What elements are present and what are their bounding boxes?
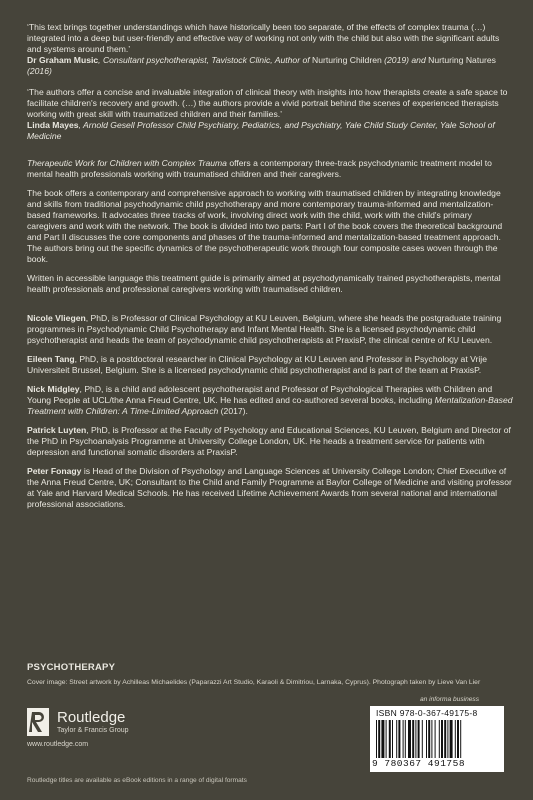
publisher-name: Routledge <box>57 709 126 726</box>
endorser-role: , Consultant psychotherapist, Tavistock Clinic, Author of <box>98 55 313 65</box>
isbn-number: ISBN 978-0-367-49175-8 <box>376 708 478 718</box>
endorser-role-end: (2016) <box>27 66 52 76</box>
endorser-role-cont: (2019) and <box>381 55 429 65</box>
endorsement-text: ‘This text brings together understandings which have historically been too separate, of the effects of complex trauma (…) integrated into a deep but user-friendly and effective way of working not only with the child but also with the significant adults and systems around them.’ <box>27 22 500 54</box>
publisher-url: www.routledge.com <box>27 741 89 748</box>
endorser-book: Nurturing Children <box>312 55 382 65</box>
cover-credit: Cover image: Street artwork by Achilleas Michaelides (Paparazzi Art Studio, Karaoli & Dimitriou, Larnaka, Cyprus). Photograph taken by Lieve Van Lier <box>27 679 481 686</box>
author-bio-tail: (2017). <box>218 406 248 416</box>
author-name: Patrick Luyten <box>27 425 87 435</box>
endorsement-2 <box>27 87 513 142</box>
endorsement-attribution <box>27 120 513 142</box>
endorser-name: Dr Graham Music <box>27 55 99 65</box>
intro-text: offers a contemporary three-track psychodynamic treatment model to mental health professionals working with traumatised children and their caregivers. <box>27 158 492 179</box>
endorser-book-2: Nurturing Natures <box>428 55 496 65</box>
author-name: Nicole Vliegen <box>27 313 86 323</box>
back-cover-text <box>27 22 513 518</box>
author-name: Eileen Tang <box>27 354 75 364</box>
informa-tagline: an informa business <box>420 696 480 703</box>
author-name: Nick Midgley <box>27 384 80 394</box>
isbn-barcode <box>370 706 504 772</box>
publisher-logo <box>27 706 187 746</box>
author-book-title: Mentalization-Based Treatment with Children: A Time-Limited Approach <box>27 395 513 416</box>
publisher-group: Taylor & Francis Group <box>57 727 129 734</box>
author-name: Peter Fonagy <box>27 466 82 476</box>
intro-paragraph <box>27 158 513 180</box>
book-title: Therapeutic Work for Children with Complex Trauma <box>27 158 227 168</box>
endorsement-1 <box>27 22 513 77</box>
author-bio <box>27 313 513 346</box>
author-bio-text: , PhD, is a child and adolescent psychotherapist and Professor of Psychological Therapies with Children and Young People at UCL/the Anna Freud Centre, UK. He has edited and co-authored several books, including <box>27 384 493 405</box>
endorser-role: , Arnold Gesell Professor Child Psychiatry, Pediatrics, and Psychiatry, Yale Child Study Center, Yale School of Medicine <box>27 120 495 141</box>
ebook-note: Routledge titles are available as eBook editions in a range of digital formats <box>27 777 247 784</box>
endorsement-attribution <box>27 55 513 77</box>
author-bio-text: is Head of the Division of Psychology and Language Sciences at University College London; Chief Executive of the Anna Freud Centre, UK; Consultant to the Child and Family Programme at Baylor College of Medicine and visiting professor at Yale and Harvard Medical Schools. He has received Lifetime Achievement Awards from several national and international professional associations. <box>27 466 512 509</box>
author-bio-text: , PhD, is Professor of Clinical Psychology at KU Leuven, Belgium, where she heads the postgraduate training programmes in Psychodynamic Child Psychotherapy and Infant Mental Health. She is a licensed psychodynamic child psychotherapist and heads the team of psychodynamic child psychotherapists at PraxisP, the clinical centre of KU Leuven. <box>27 313 502 345</box>
audience-paragraph: Written in accessible language this treatment guide is primarily aimed at psychodynamically trained psychotherapists, mental health professionals and professional caregivers working with traumatised children. <box>27 273 501 294</box>
author-bio <box>27 354 513 376</box>
author-bio <box>27 425 513 458</box>
endorsement-text: ‘The authors offer a concise and invaluable integration of clinical theory with insights into how therapists create a safe space to facilitate children's recovery and growth. (…) the authors provide a vivid portrait behind the scenes of experienced therapists working with great skill with traumatized children and their families.’ <box>27 87 508 119</box>
author-bio-text: , PhD, is Professor at the Faculty of Psychology and Educational Sciences, KU Leuven, Belgium and Director of the PhD in Psychoanalysis Programme at University College London, UK. He heads a treatment service for patients with depression and functional somatic disorders at PraxisP. <box>27 425 511 457</box>
barcode-bars <box>376 720 498 758</box>
subject-category: PSYCHOTHERAPY <box>27 662 116 673</box>
description-paragraph: The book offers a contemporary and comprehensive approach to working with traumatised children by integrating knowledge and skills from traditional psychodynamic child psychotherapy and more contemporary trauma-informed and mentalization-based frameworks. It advocates three tracks of work, involving direct work with the child, work with the child's primary caregivers and work with the network. The book is divided into two parts: Part I of the book covers the theoretical background and Part II discusses the core components and phases of the trauma-informed and mentalization-based treatment approach. The authors bring out the specific dynamics of the psychotherapeutic work through four composite cases woven through the book. <box>27 188 503 264</box>
author-bio <box>27 384 513 417</box>
endorser-name: Linda Mayes <box>27 120 79 130</box>
routledge-logo-icon <box>27 708 49 736</box>
barcode-digits: 9 780367 491758 <box>372 758 466 769</box>
author-bio <box>27 466 513 510</box>
author-bio-text: , PhD, is a postdoctoral researcher in Clinical Psychology at KU Leuven and Professor in Psychology at Vrije Universiteit Brussel, Belgium. She is a licensed psychodynamic child psychotherapist and is part of the team at PraxisP. <box>27 354 487 375</box>
